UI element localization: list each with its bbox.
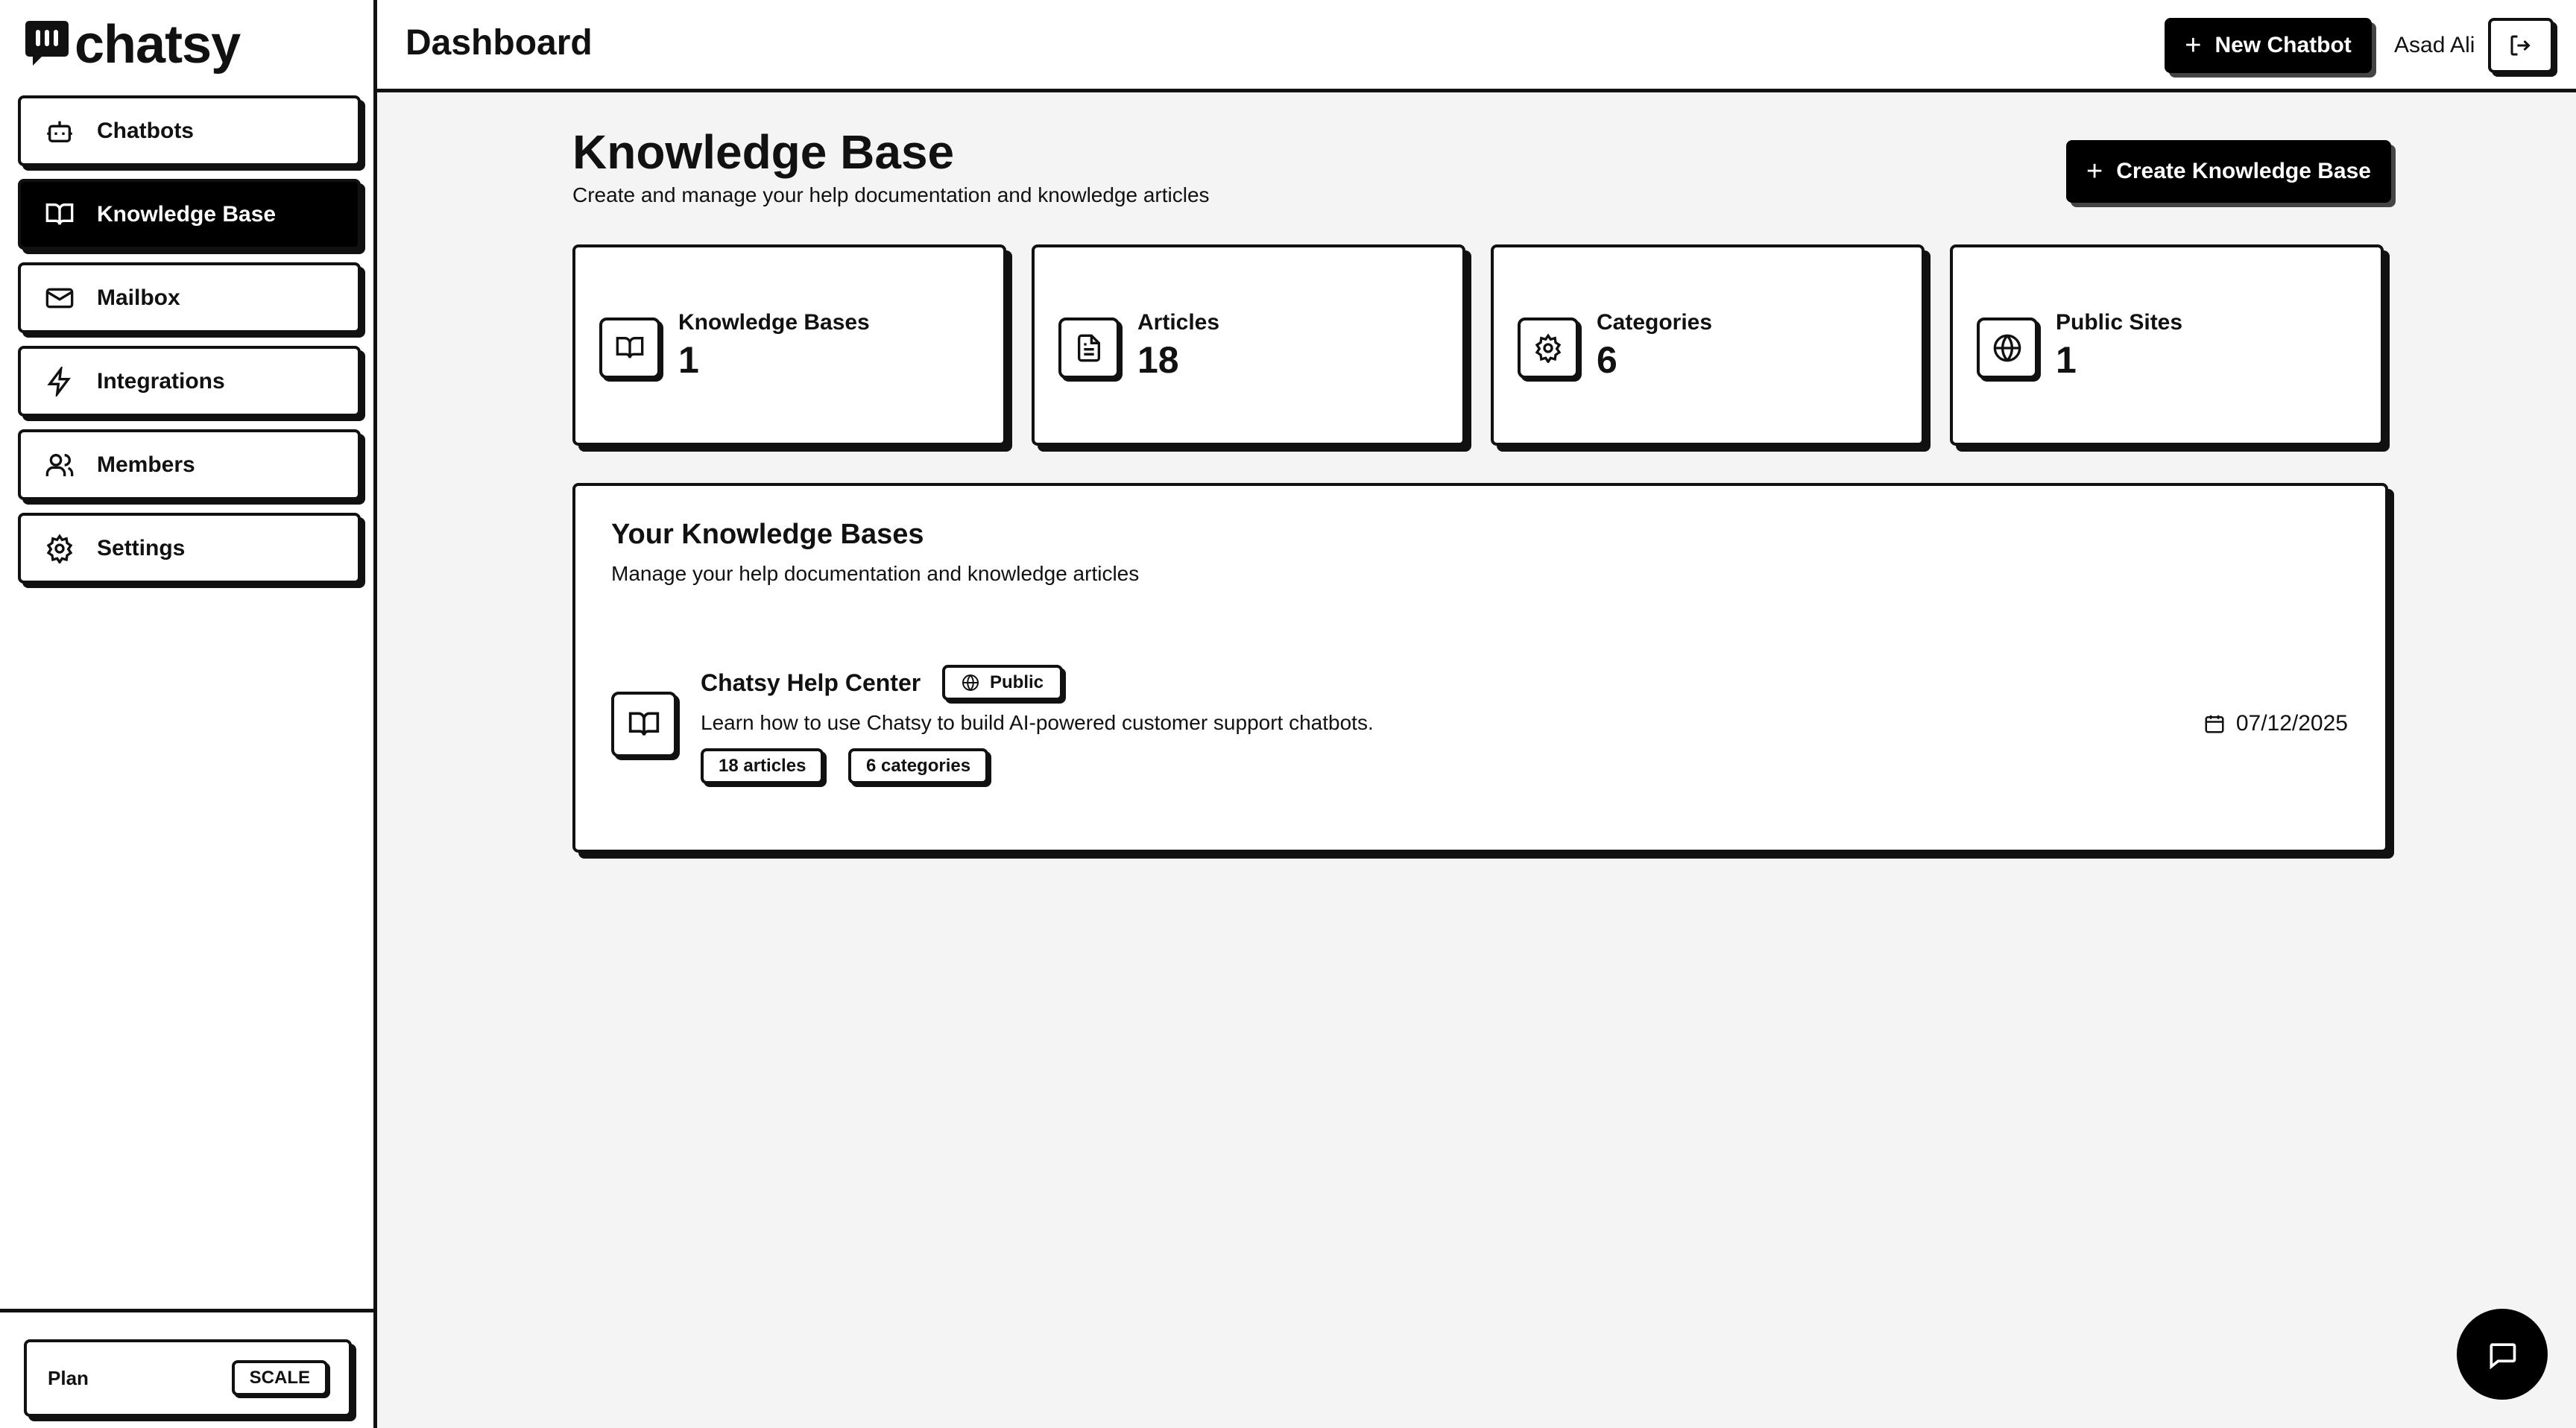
list-item[interactable] [611, 665, 2348, 799]
lightning-icon [45, 367, 75, 397]
stat-card-public-sites [1950, 244, 2384, 446]
stat-card-articles [1032, 244, 1465, 446]
new-chatbot-label: New Chatbot [2214, 33, 2352, 57]
gear-icon [1533, 333, 1563, 363]
header-title: Dashboard [405, 23, 593, 63]
stat-icon-box [1977, 317, 2038, 379]
stat-label: Knowledge Bases [678, 310, 870, 335]
sidebar-item-members[interactable] [18, 429, 361, 500]
stat-icon-box [1058, 317, 1120, 379]
sidebar [0, 0, 377, 1428]
stat-value: 1 [2056, 339, 2077, 381]
user-name: Asad Ali [2394, 33, 2475, 57]
stat-value: 18 [1137, 339, 1179, 381]
sidebar-item-label: Chatbots [97, 118, 194, 143]
sidebar-item-settings[interactable] [18, 513, 361, 584]
stat-card-knowledge-bases [572, 244, 1006, 446]
plan-badge: SCALE [232, 1360, 328, 1396]
plus-icon: + [2086, 155, 2103, 187]
plan-label: Plan [48, 1366, 89, 1389]
plus-icon: + [2185, 29, 2202, 61]
sidebar-item-integrations[interactable] [18, 346, 361, 417]
sidebar-item-label: Mailbox [97, 285, 180, 310]
main-content [572, 122, 2391, 776]
globe-icon [962, 674, 979, 692]
globe-icon [1992, 333, 2022, 363]
bot-icon [45, 116, 75, 146]
users-icon [45, 450, 75, 480]
logo-text: chatsy [75, 15, 241, 75]
book-icon [615, 333, 645, 363]
gear-icon [45, 534, 75, 563]
sidebar-item-knowledge-base[interactable] [18, 179, 361, 250]
stat-value: 1 [678, 339, 699, 381]
kb-icon-box [611, 692, 677, 757]
visibility-label: Public [990, 672, 1044, 692]
sidebar-item-mailbox[interactable] [18, 262, 361, 333]
kb-date-value: 07/12/2025 [2235, 711, 2348, 736]
book-icon [628, 708, 660, 741]
logout-button[interactable] [2488, 18, 2554, 73]
logo[interactable] [22, 15, 241, 75]
articles-count-tag: 18 articles [701, 748, 824, 784]
visibility-badge [942, 665, 1063, 701]
logout-icon [2507, 32, 2534, 59]
new-chatbot-button[interactable] [2165, 18, 2372, 73]
panel-subtitle: Manage your help documentation and knowledge articles [611, 562, 1140, 585]
stat-label: Articles [1137, 310, 1220, 335]
calendar-icon [2203, 713, 2226, 735]
knowledge-bases-panel [572, 483, 2388, 853]
stat-label: Categories [1597, 310, 1713, 335]
chat-logo-icon [22, 18, 72, 72]
sidebar-item-chatbots[interactable] [18, 95, 361, 166]
plan-card [24, 1339, 352, 1417]
book-icon [45, 200, 75, 230]
stat-card-categories [1491, 244, 1925, 446]
kb-date [2203, 711, 2348, 736]
categories-count-tag: 6 categories [848, 748, 988, 784]
stat-icon-box [1518, 317, 1579, 379]
stat-label: Public Sites [2056, 310, 2183, 335]
page-subtitle: Create and manage your help documentation and knowledge articles [572, 183, 1210, 206]
document-icon [1074, 333, 1104, 363]
panel-title: Your Knowledge Bases [611, 519, 924, 550]
create-knowledge-base-button[interactable] [2066, 140, 2391, 203]
chat-widget-button[interactable] [2457, 1309, 2548, 1400]
kb-name[interactable]: Chatsy Help Center [701, 669, 921, 696]
sidebar-item-label: Settings [97, 535, 186, 560]
sidebar-nav [18, 95, 361, 596]
chat-bubble-icon [2486, 1338, 2519, 1371]
sidebar-item-label: Members [97, 452, 195, 477]
top-header [377, 0, 2576, 92]
stats-row [572, 244, 2391, 446]
stat-value: 6 [1597, 339, 1617, 381]
sidebar-item-label: Knowledge Base [97, 201, 277, 227]
kb-description: Learn how to use Chatsy to build AI-powered customer support chatbots. [701, 711, 1374, 734]
create-knowledge-base-label: Create Knowledge Base [2116, 159, 2371, 183]
sidebar-footer [0, 1309, 373, 1428]
sidebar-item-label: Integrations [97, 368, 225, 394]
mail-icon [45, 283, 75, 313]
page-title: Knowledge Base [572, 125, 955, 179]
stat-icon-box [599, 317, 660, 379]
